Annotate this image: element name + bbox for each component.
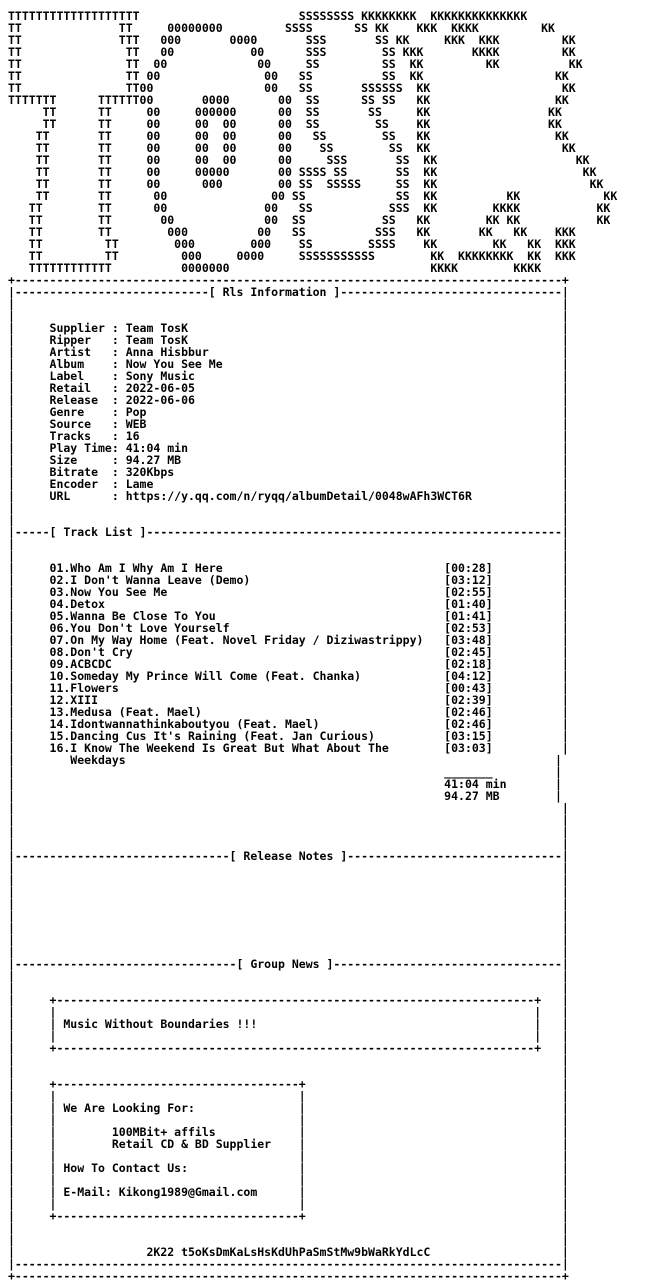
nfo-line: TT TT 00 00 SS SS KK KK xyxy=(8,69,569,83)
nfo-line: |----------------------------[ Rls Information ]--------------------------------| xyxy=(8,285,569,299)
nfo-line: |-------------------------------------------------------------------------------| xyxy=(8,1257,569,1271)
nfo-line: TT TT 00 00 SS SS KK KK KK KK xyxy=(8,213,611,227)
nfo-line: | | Retail CD & BD Supplier | | xyxy=(8,1137,569,1151)
nfo-line: | 02.I Don't Wanna Leave (Demo) [03:12] | xyxy=(8,573,569,587)
nfo-line: | | xyxy=(8,873,569,887)
nfo-line: | | xyxy=(8,897,569,911)
nfo-line: | Encoder : Lame | xyxy=(8,477,569,491)
nfo-line: TT TT 000 00 SS SSS KK KK KK KKK xyxy=(8,225,576,239)
nfo-line: | 10.Someday My Prince Will Come (Feat. Chanka) [04:12] | xyxy=(8,669,569,683)
nfo-line: | | xyxy=(8,909,569,923)
nfo-line: TT TT 00 00 00 00 SS SS KK KK xyxy=(8,117,562,131)
nfo-line: | Weekdays | xyxy=(8,753,562,767)
nfo-line: | | | | xyxy=(8,1113,569,1127)
nfo-line: | Artist : Anna Hisbbur | xyxy=(8,345,569,359)
nfo-line: TT TT00 00 SS SSSSSS KK KK xyxy=(8,81,576,95)
nfo-line: | | xyxy=(8,969,569,983)
nfo-line: | 14.Idontwannathinkaboutyou (Feat. Mael) [02:46] | xyxy=(8,717,569,731)
nfo-line: | | | | xyxy=(8,1005,569,1019)
nfo-line: | 08.Don't Cry [02:45] | xyxy=(8,645,569,659)
nfo-line: | +---------------------------------------------------------------------+ | xyxy=(8,1041,569,1055)
nfo-line: | 07.On My Way Home (Feat. Novel Friday / Diziwastrippy) [03:48] | xyxy=(8,633,569,647)
nfo-line: | 41:04 min | xyxy=(8,777,562,791)
nfo-line: | 09.ACBCDC [02:18] | xyxy=(8,657,569,671)
nfo-line: | | xyxy=(8,501,569,515)
nfo-line: | 13.Medusa (Feat. Mael) [02:46] | xyxy=(8,705,569,719)
nfo-line: | | xyxy=(8,837,569,851)
nfo-line: TTTTTTTTTTTT 0000000 KKKK KKKK xyxy=(8,261,542,275)
nfo-line: TT TT 00 00 SSS SS KKK KKKK KK xyxy=(8,45,576,59)
nfo-line: | | xyxy=(8,825,569,839)
nfo-line: | | xyxy=(8,861,569,875)
nfo-line: | | | | xyxy=(8,1197,569,1211)
nfo-line: TT TT 00000000 SSSS SS KK KKK KKKK KK xyxy=(8,21,555,35)
nfo-line: | | | | xyxy=(8,1089,569,1103)
nfo-line: | 01.Who Am I Why Am I Here [00:28] | xyxy=(8,561,569,575)
nfo-line: TTTTTTTTTTTTTTTTTTT SSSSSSSS KKKKKKKK KKKKKKKKKKKKKK xyxy=(8,9,528,23)
nfo-line: | | How To Contact Us: | | xyxy=(8,1161,569,1175)
nfo-line: | +---------------------------------------------------------------------+ | xyxy=(8,993,569,1007)
nfo-line: TT TT 00 00 00 00 SS SS KK KK xyxy=(8,141,576,155)
nfo-line: | Size : 94.27 MB | xyxy=(8,453,569,467)
nfo-line: | | | | xyxy=(8,1149,569,1163)
nfo-line: |-------------------------------[ Release Notes ]-------------------------------| xyxy=(8,849,569,863)
nfo-line: | Bitrate : 320Kbps | xyxy=(8,465,569,479)
nfo-line: | 06.You Don't Love Yourself [02:53] | xyxy=(8,621,569,635)
nfo-line: | Ripper : Team TosK | xyxy=(8,333,569,347)
nfo-line: | | xyxy=(8,933,569,947)
nfo-line: | 05.Wanna Be Close To You [01:41] | xyxy=(8,609,569,623)
nfo-line: | | xyxy=(8,813,569,827)
nfo-line: | | xyxy=(8,513,569,527)
nfo-line: | | xyxy=(8,885,569,899)
nfo-line: | | xyxy=(8,921,569,935)
nfo-line: TT TT 00 000000 00 SS SS KK KK xyxy=(8,105,562,119)
nfo-line: | | xyxy=(8,981,569,995)
nfo-line: | 11.Flowers [00:43] | xyxy=(8,681,569,695)
nfo-line: | | xyxy=(8,1065,569,1079)
nfo-line: +-------------------------------------------------------------------------------+ xyxy=(8,273,569,287)
nfo-line: TT TT 000 000 SS SSSS KK KK KK KKK xyxy=(8,237,576,251)
nfo-line: | _______ | xyxy=(8,765,562,779)
nfo-line: TT TT 00 000 00 SS SSSSS SS KK KK xyxy=(8,177,604,191)
nfo-line: TT TTT 000 0000 SSS SS KK KKK KKK KK xyxy=(8,33,576,47)
nfo-line: | | xyxy=(8,309,569,323)
nfo-line: | | xyxy=(8,1053,569,1067)
nfo-line: | | We Are Looking For: | | xyxy=(8,1101,569,1115)
nfo-line: | Label : Sony Music | xyxy=(8,369,569,383)
nfo-line: TT TT 00 00 00 00 SS SS KK KK xyxy=(8,129,569,143)
nfo-line: | 04.Detox [01:40] | xyxy=(8,597,569,611)
nfo-line: TT TT 00 00 SS SS KK KK KK xyxy=(8,189,618,203)
nfo-line: | Tracks : 16 | xyxy=(8,429,569,443)
nfo-line: | Source : WEB | xyxy=(8,417,569,431)
nfo-line: | +-----------------------------------+ | xyxy=(8,1077,569,1091)
nfo-line: |--------------------------------[ Group News ]---------------------------------| xyxy=(8,957,569,971)
nfo-line: | | xyxy=(8,945,569,959)
nfo-line: | | Music Without Boundaries !!! | | xyxy=(8,1017,569,1031)
nfo-line: | Retail : 2022-06-05 | xyxy=(8,381,569,395)
nfo-line: | +-----------------------------------+ | xyxy=(8,1209,569,1223)
nfo-line: | 03.Now You See Me [02:55] | xyxy=(8,585,569,599)
nfo-line: TTTTTTT TTTTTT00 0000 00 SS SS SS KK KK xyxy=(8,93,569,107)
nfo-line: | | 100MBit+ affils | | xyxy=(8,1125,569,1139)
nfo-line: TT TT 00 00 00 00 SSS SS KK KK xyxy=(8,153,590,167)
nfo-line: | Release : 2022-06-06 | xyxy=(8,393,569,407)
nfo-line: | Genre : Pop | xyxy=(8,405,569,419)
nfo-line: | 94.27 MB | xyxy=(8,789,562,803)
nfo-line: | | xyxy=(8,1233,569,1247)
nfo-line: | | xyxy=(8,297,569,311)
nfo-line: | 12.XIII [02:39] | xyxy=(8,693,569,707)
nfo-line: | | | | xyxy=(8,1173,569,1187)
nfo-line: | | xyxy=(8,801,569,815)
nfo-line: | 2K22 t5oKsDmKaLsHsKdUhPaSmStMw9bWaRkYdLcC | xyxy=(8,1245,569,1259)
nfo-line: TT TT 00 00 SS SSS KK KKKK KK xyxy=(8,201,611,215)
nfo-line: |-----[ Track List ]------------------------------------------------------------| xyxy=(8,525,569,539)
nfo-line: | URL : https://y.qq.com/n/ryqq/albumDetail/0048wAFh3WCT6R | xyxy=(8,489,569,503)
nfo-line: TT TT 000 0000 SSSSSSSSSSS KK KKKKKKKK KK KKK xyxy=(8,249,576,263)
nfo-line: | Play Time: 41:04 min | xyxy=(8,441,569,455)
nfo-line: +-------------------------------------------------------------------------------+ xyxy=(8,1269,569,1283)
nfo-text-block xyxy=(8,10,617,1282)
nfo-line: | | | | xyxy=(8,1029,569,1043)
nfo-line: | 15.Dancing Cus It's Raining (Feat. Jan Curious) [03:15] | xyxy=(8,729,569,743)
nfo-line: | | xyxy=(8,537,569,551)
nfo-line: | | xyxy=(8,549,569,563)
nfo-line: | | xyxy=(8,1221,569,1235)
nfo-line: TT TT 00 00000 00 SSSS SS SS KK KK xyxy=(8,165,597,179)
nfo-line: | Album : Now You See Me | xyxy=(8,357,569,371)
nfo-line: | Supplier : Team TosK | xyxy=(8,321,569,335)
nfo-line: | 16.I Know The Weekend Is Great But What About The [03:03] | xyxy=(8,741,569,755)
nfo-line: | | E-Mail: Kikong1989@Gmail.com | | xyxy=(8,1185,569,1199)
nfo-line: TT TT 00 00 SS SS KK KK KK xyxy=(8,57,583,71)
